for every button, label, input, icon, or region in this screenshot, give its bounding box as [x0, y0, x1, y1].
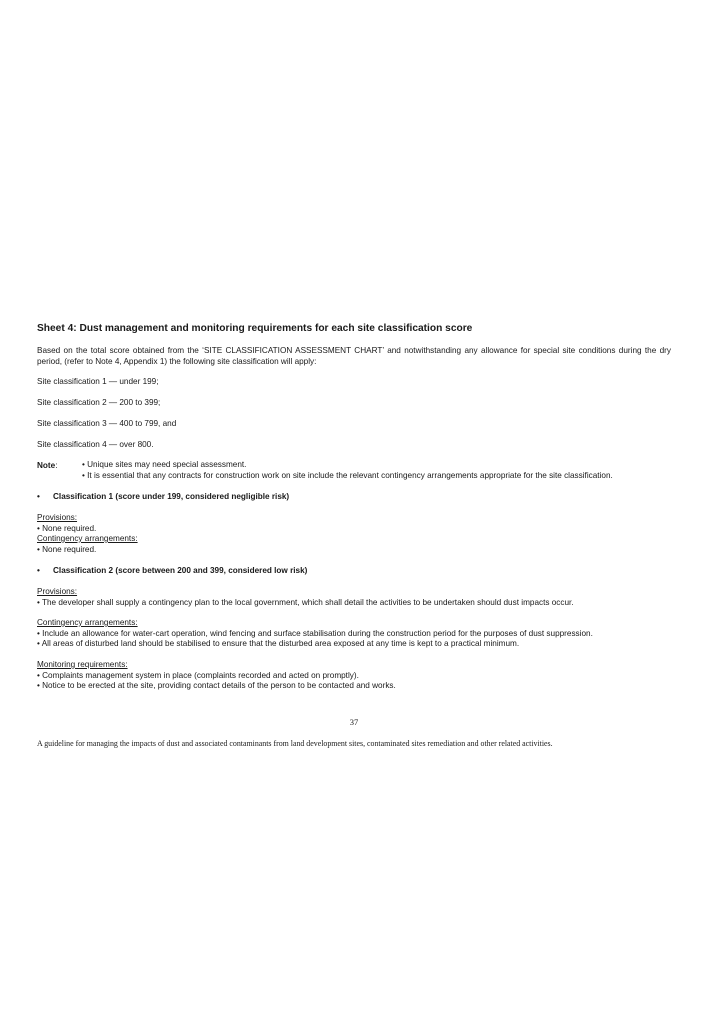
contingency-item: • None required. [37, 544, 97, 554]
provisions-item: • None required. [37, 523, 97, 533]
classification-2-monitoring [37, 660, 396, 692]
contingency-label: Contingency arrangements: [37, 534, 138, 543]
monitoring-label: Monitoring requirements: [37, 660, 128, 669]
site-classification-2: Site classification 2 — 200 to 399; [37, 398, 161, 407]
classification-2-heading: • Classification 2 (score between 200 and 399, considered low risk) [37, 566, 308, 575]
classification-2-provisions [37, 587, 574, 608]
provisions-label: Provisions: [37, 587, 78, 596]
note-item-contracts: • It is essential that any contracts for construction work on site include the relevant contingency arrangements appropriate for the site classification. [82, 470, 613, 480]
site-classification-1: Site classification 1 — under 199; [37, 377, 159, 386]
sheet-title: Sheet 4: Dust management and monitoring requirements for each site classification score [37, 323, 473, 334]
monitoring-item: • Complaints management system in place (complaints recorded and acted on promptly). [37, 670, 359, 680]
intro-paragraph: Based on the total score obtained from the ‘SITE CLASSIFICATION ASSESSMENT CHART’ and notwithstanding any allowance for special site conditions during the dry period, (refer to Note 4, Appendix 1) the following site classification will apply: [37, 346, 671, 366]
bullet-icon: • [37, 566, 40, 575]
classification-2-contingency [37, 618, 593, 650]
site-classification-3: Site classification 3 — 400 to 799, and [37, 419, 177, 428]
note-item-unique-sites: • Unique sites may need special assessment. [82, 460, 247, 469]
provisions-item: • The developer shall supply a contingency plan to the local government, which shall detail the activities to be undertaken should dust impacts occur. [37, 597, 574, 607]
classification-1-block [37, 513, 138, 555]
note-items [82, 460, 613, 481]
site-classification-4: Site classification 4 — over 800. [37, 440, 154, 449]
page-number: 37 [349, 717, 359, 727]
note-label: Note: [37, 461, 58, 470]
bullet-icon: • [37, 492, 40, 501]
monitoring-item: • Notice to be erected at the site, providing contact details of the person to be contacted and works. [37, 681, 396, 690]
contingency-item: • Include an allowance for water-cart operation, wind fencing and surface stabilisation during the construction period for the purposes of dust suppression. [37, 628, 593, 638]
contingency-item: • All areas of disturbed land should be stabilised to ensure that the disturbed area exposed at any time is kept to a practical minimum. [37, 639, 520, 648]
provisions-label: Provisions: [37, 513, 78, 522]
contingency-label: Contingency arrangements: [37, 618, 138, 627]
classification-1-heading: • Classification 1 (score under 199, considered negligible risk) [37, 492, 290, 501]
page-footer: A guideline for managing the impacts of dust and associated contaminants from land development sites, contaminated sites remediation and other related activities. [37, 739, 553, 748]
